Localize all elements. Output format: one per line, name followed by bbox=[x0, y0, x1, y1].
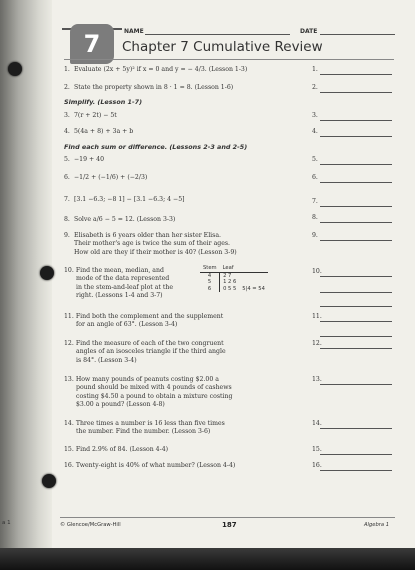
answer-line-8[interactable] bbox=[320, 222, 392, 223]
answer-line-3[interactable] bbox=[320, 120, 392, 121]
title-rule bbox=[64, 59, 394, 60]
question-12: 12. Find the measure of each of the two congruent angles of an isosceles triangle if the third angle is 84°. (Lesson 3-4) bbox=[64, 340, 226, 364]
question-5: 5. −19 + 40 bbox=[64, 156, 105, 163]
answer-label-9: 9. bbox=[312, 232, 318, 239]
answer-label-14: 14. bbox=[312, 420, 322, 427]
binding-label: a 1 bbox=[2, 520, 11, 526]
answer-line-6[interactable] bbox=[320, 182, 392, 183]
question-6: 6. −1/2 + (−1/6) + (−2/3) bbox=[64, 174, 148, 181]
punch-hole-middle bbox=[40, 266, 54, 280]
leaf-value: 2 7 bbox=[223, 272, 232, 279]
question-16: 16. Twenty-eight is 40% of what number? (Lesson 4-4) bbox=[64, 462, 236, 469]
question-1: 1. Evaluate (2x + 5y)² if x = 0 and y = − 4/3. (Lesson 1-3) bbox=[64, 66, 248, 73]
question-8: 8. Solve a/6 − 5 = 12. (Lesson 3-3) bbox=[64, 216, 176, 223]
answer-line-11[interactable] bbox=[320, 321, 392, 322]
answer-label-3: 3. bbox=[312, 112, 318, 119]
stem-value: 5 bbox=[200, 279, 220, 286]
answer-line-10[interactable] bbox=[320, 276, 392, 277]
answer-line-7[interactable] bbox=[320, 206, 392, 207]
name-label: NAME bbox=[124, 28, 144, 35]
question-13: 13. How many pounds of peanuts costing $2.00 a pound should be mixed with 4 pounds of cashews costing $4.50 a pound to obtain a mixture costing $3.00 a pound? (Lesson 4-8) bbox=[64, 376, 233, 408]
stem-value: 4 bbox=[200, 272, 220, 279]
stem-value: 6 bbox=[200, 286, 220, 293]
question-4: 4. 5(4a + 8) + 3a + b bbox=[64, 128, 134, 135]
page-title: Chapter 7 Cumulative Review bbox=[122, 39, 323, 55]
stem-leaf-plot bbox=[200, 265, 268, 292]
answer-line-1[interactable] bbox=[320, 74, 392, 75]
leaf-value: 0 5 5 bbox=[223, 285, 237, 292]
punch-hole-bottom bbox=[42, 474, 56, 488]
stem-header: Stem bbox=[200, 265, 220, 272]
question-14: 14. Three times a number is 16 less than five times the number. Find the number. (Lesson 3-6) bbox=[64, 420, 225, 436]
answer-line-10b[interactable] bbox=[320, 292, 392, 293]
answer-line-13[interactable] bbox=[320, 384, 392, 385]
scan-shadow bbox=[0, 548, 415, 570]
date-label: DATE bbox=[300, 28, 318, 35]
answer-label-13: 13. bbox=[312, 376, 322, 383]
answer-line-10c[interactable] bbox=[320, 306, 392, 307]
punch-hole-top bbox=[8, 62, 22, 76]
answer-label-15: 15. bbox=[312, 446, 322, 453]
page-number: 187 bbox=[222, 521, 237, 529]
course-name: Algebra 1 bbox=[364, 522, 390, 528]
stem-leaf-key: 5|4 = 54 bbox=[242, 285, 265, 292]
answer-label-4: 4. bbox=[312, 128, 318, 135]
question-15: 15. Find 2.9% of 84. (Lesson 4-4) bbox=[64, 446, 169, 453]
date-line[interactable] bbox=[320, 34, 395, 35]
answer-line-16[interactable] bbox=[320, 470, 392, 471]
answer-line-12[interactable] bbox=[320, 348, 392, 349]
question-2: 2. State the property shown in 8 · 1 = 8. (Lesson 1-6) bbox=[64, 84, 234, 91]
answer-line-14[interactable] bbox=[320, 428, 392, 429]
question-7: 7. [3.1 −6.3; −8 1] − [3.1 −6.3; 4 −5] bbox=[64, 196, 185, 203]
answer-label-1: 1. bbox=[312, 66, 318, 73]
copyright: © Glencoe/McGraw-Hill bbox=[60, 522, 121, 528]
answer-label-5: 5. bbox=[312, 156, 318, 163]
answer-line-5[interactable] bbox=[320, 164, 392, 165]
answer-label-11: 11. bbox=[312, 313, 322, 320]
leaf-value: 1 2 6 bbox=[223, 279, 237, 286]
footer-rule bbox=[60, 517, 395, 518]
section-sum-difference: Find each sum or difference. (Lessons 2-3 and 2-5) bbox=[64, 143, 248, 151]
answer-label-8: 8. bbox=[312, 214, 318, 221]
answer-label-7: 7. bbox=[312, 198, 318, 205]
answer-label-16: 16. bbox=[312, 462, 322, 469]
answer-line-11b[interactable] bbox=[320, 336, 392, 337]
question-11: 11. Find both the complement and the supplement for an angle of 63°. (Lesson 3-4) bbox=[64, 313, 224, 329]
name-line[interactable] bbox=[145, 34, 290, 35]
answer-label-10: 10. bbox=[312, 268, 322, 275]
answer-label-2: 2. bbox=[312, 84, 318, 91]
section-simplify: Simplify. (Lesson 1-7) bbox=[64, 98, 142, 106]
chapter-badge: 7 bbox=[70, 24, 114, 64]
answer-line-4[interactable] bbox=[320, 136, 392, 137]
question-3: 3. 7(r + 2t) − 5t bbox=[64, 112, 117, 119]
answer-label-12: 12. bbox=[312, 340, 322, 347]
leaf-header: Leaf bbox=[220, 265, 240, 272]
answer-label-6: 6. bbox=[312, 174, 318, 181]
answer-line-2[interactable] bbox=[320, 92, 392, 93]
question-10: 10. Find the mean, median, and mode of the data represented in the stem-and-leaf plot at the right. (Lessons 1-4 and 3-7) bbox=[64, 267, 174, 299]
answer-line-9[interactable] bbox=[320, 240, 392, 241]
question-9: 9. Elisabeth is 6 years older than her sister Elisa. Their mother's age is twice the sum of their ages. How old are they if their mother is 40? (Lesson 3-9) bbox=[64, 232, 237, 256]
answer-line-15[interactable] bbox=[320, 454, 392, 455]
